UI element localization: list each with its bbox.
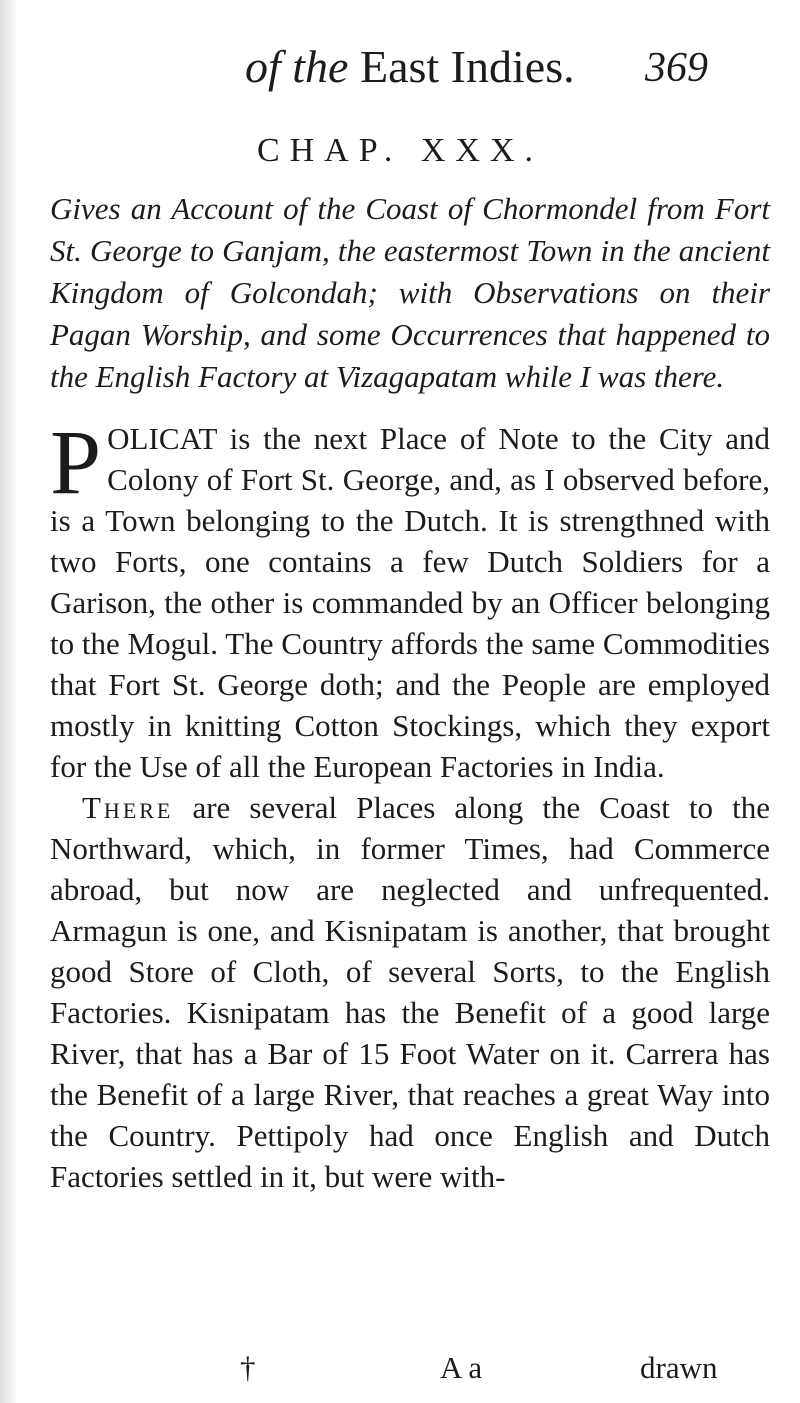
signature-mark: † (240, 1350, 256, 1385)
running-title (245, 40, 575, 93)
drop-cap: P (50, 411, 102, 513)
catchword: drawn (640, 1350, 718, 1385)
page-header (0, 40, 800, 100)
paragraph-2-lead: There (82, 790, 174, 825)
running-title-main: East Indies. (359, 41, 575, 92)
chapter-heading: CHAP. XXX. (256, 132, 544, 169)
paragraph-1-text: OLICAT is the next Place of Note to the City and Colony of Fort St. George, and, as I observed before, is a Town belonging to the Dutch. It is strengthned with two Forts, one contains a few Dutch Soldiers for a Garison, the other is commanded by an Officer belonging to the Mogul. The Country affords the same Commodities that Fort St. George doth; and the People are employed mostly in knitting Cotton Stockings, which they export for the Use of all the European Factories in India. (50, 421, 770, 784)
paragraph-1 (50, 411, 770, 787)
running-title-prefix: of the (245, 41, 349, 92)
page-footer (0, 1350, 800, 1390)
page-number: 369 (645, 45, 708, 91)
paragraph-2-text: are several Places along the Coast to the Northward, which, in former Times, had Commerce abroad, but now are neglected and unfrequented. Armagun is one, and Kisnipatam is another, that brought good Store of Cloth, of several Sorts, to the English Factories. Kisnipatam has the Benefit of a good large River, that has a Bar of 15 Foot Water on it. Carrera has the Benefit of a large River, that reaches a great Way into the Country. Pettipoly had once English and Dutch Factories settled in it, but were with- (50, 790, 770, 1194)
binding-shadow (0, 0, 18, 1403)
signature: A a (440, 1350, 483, 1385)
body-text (50, 411, 770, 1197)
chapter-summary: Gives an Account of the Coast of Chormondel from Fort St. George to Ganjam, the eastermost Town in the ancient Kingdom of Golcondah; with Observations on their Pagan Worship, and some Occurrences that happened to the English Factory at Vizagapatam while I was there. (50, 191, 770, 394)
paragraph-2 (50, 787, 770, 1197)
